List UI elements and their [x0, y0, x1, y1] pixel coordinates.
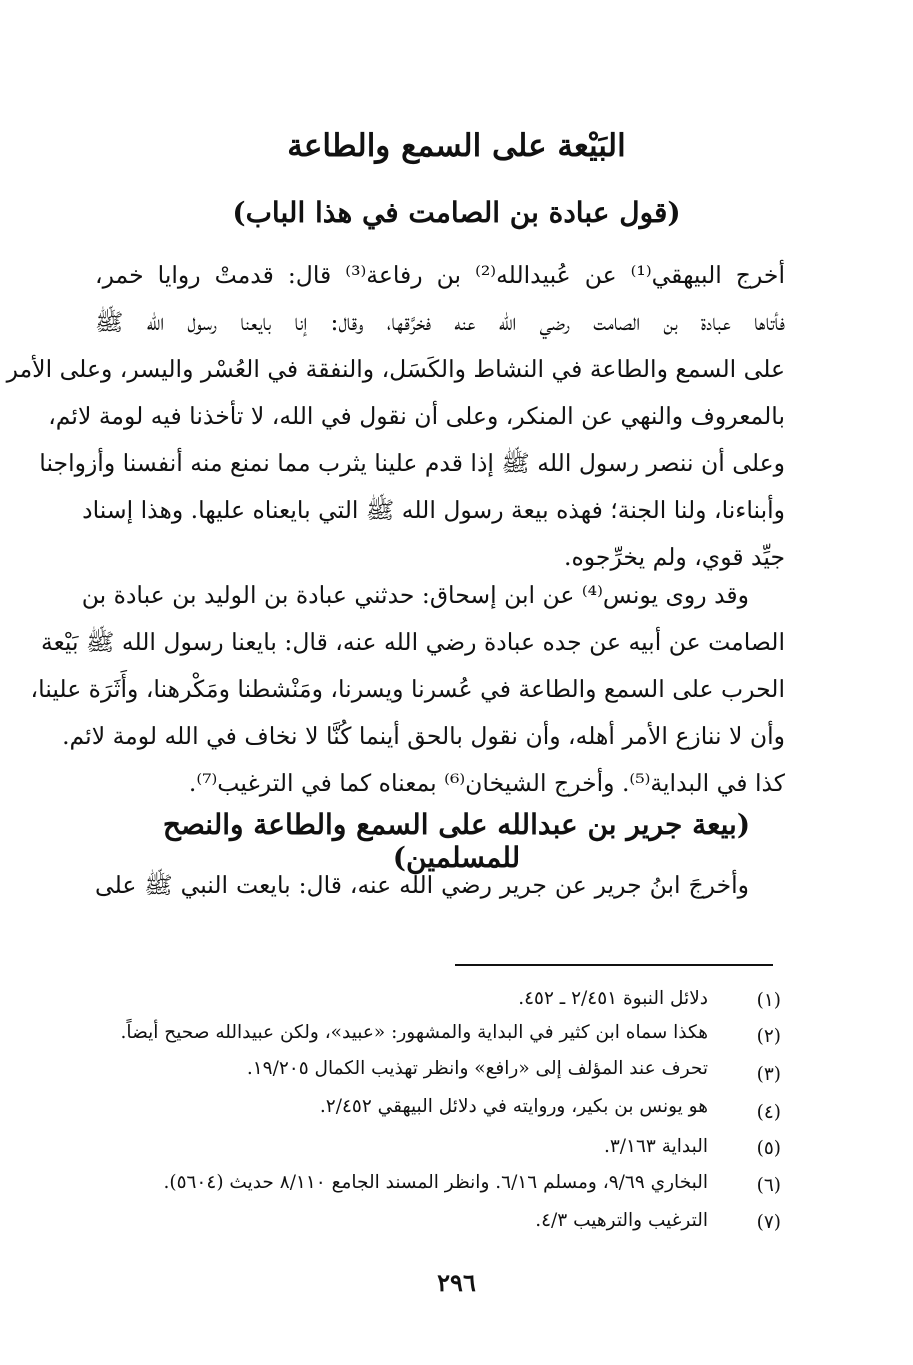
footnote-number: (٣): [756, 1064, 781, 1085]
paragraph-yunus: [30, 572, 785, 807]
footnote-text: الترغيب والترهيب ٤/٣.: [535, 1210, 708, 1231]
footnote-number: (٧): [756, 1212, 781, 1233]
footnote-number: (١): [756, 990, 781, 1011]
paragraph-jarir: [95, 862, 785, 909]
text-line: بالمعروف والنهي عن المنكر، وعلى أن نقول في الله، لا تأخذنا فيه لومة لائم،: [48, 402, 785, 430]
text-line: الحرب على السمع والطاعة في عُسرنا ويسرنا، ومَنْشطنا ومَكْرهنا، وأَثَرَة علينا،: [30, 675, 785, 703]
section-heading-jarir: (بيعة جرير بن عبدالله على السمع والطاعة والنصح للمسلمين): [162, 808, 751, 874]
text-line: فأتاها عبادة بن الصامت رضي الله عنه فخرَّقها، وقال: إنا بايعنا رسول الله ﷺ: [95, 308, 785, 336]
chapter-title: البَيْعة على السمع والطاعة: [287, 128, 626, 164]
section-heading-ubada: (قول عبادة بن الصامت في هذا الباب): [232, 196, 681, 229]
text-line: وقد روى يونس⁽⁴⁾ عن ابن إسحاق: حدثني عبادة بن الوليد بن عبادة بن: [81, 581, 749, 609]
footnote-number: (٢): [756, 1026, 781, 1047]
text-line: الصامت عن أبيه عن جده عبادة رضي الله عنه، قال: بايعنا رسول الله ﷺ بَيْعة: [40, 628, 785, 656]
footnote-number: (٦): [756, 1175, 781, 1196]
text-line: أخرج البيهقي⁽¹⁾ عن عُبيدالله⁽²⁾ بن رفاعة⁽³⁾ قال: قدمتْ روايا خمر،: [95, 261, 785, 289]
footnote-text: البداية ٣/١٦٣.: [603, 1136, 708, 1157]
page-number: ٢٩٦: [437, 1268, 476, 1297]
footnote-text: البخاري ٩/٦٩، ومسلم ٦/١٦. وانظر المسند الجامع ٨/١١٠ حديث (٥٦٠٤).: [163, 1172, 708, 1193]
footnote-number: (٥): [756, 1138, 781, 1159]
footnote-text: هو يونس بن بكير، وروايته في دلائل البيهقي ٢/٤٥٢.: [319, 1096, 708, 1117]
text-line: وأخرجَ ابنُ جرير عن جرير رضي الله عنه، قال: بايعت النبي ﷺ على: [95, 871, 749, 899]
footnote-text: هكذا سماه ابن كثير في البداية والمشهور: «عبيد»، ولكن عبيدالله صحيح أيضاً.: [120, 1022, 708, 1043]
text-line: وعلى أن ننصر رسول الله ﷺ إذا قدم علينا يثرب مما نمنع منه أنفسنا وأزواجنا: [39, 449, 785, 477]
footnote-divider: [455, 964, 773, 966]
text-line: كذا في البداية⁽⁵⁾. وأخرج الشيخان⁽⁶⁾ بمعناه كما في الترغيب⁽⁷⁾.: [188, 769, 785, 797]
text-line: وأبناءنا، ولنا الجنة؛ فهذه بيعة رسول الله ﷺ التي بايعناه عليها. وهذا إسناد: [82, 496, 785, 524]
footnote-text: تحرف عند المؤلف إلى «رافع» وانظر تهذيب الكمال ١٩/٢٠٥.: [246, 1058, 708, 1079]
text-line: وأن لا ننازع الأمر أهله، وأن نقول بالحق أينما كُنَّا لا نخاف في الله لومة لائم.: [62, 722, 785, 750]
text-line: على السمع والطاعة في النشاط والكَسَل، والنفقة في العُسْر واليسر، وعلى الأمر: [6, 355, 785, 383]
text-line: جيِّد قوي، ولم يخرِّجوه.: [564, 543, 785, 571]
paragraph-bayhaqi: [6, 252, 785, 581]
footnote-text: دلائل النبوة ٢/٤٥١ ـ ٤٥٢.: [518, 988, 708, 1009]
footnote-number: (٤): [756, 1102, 781, 1123]
